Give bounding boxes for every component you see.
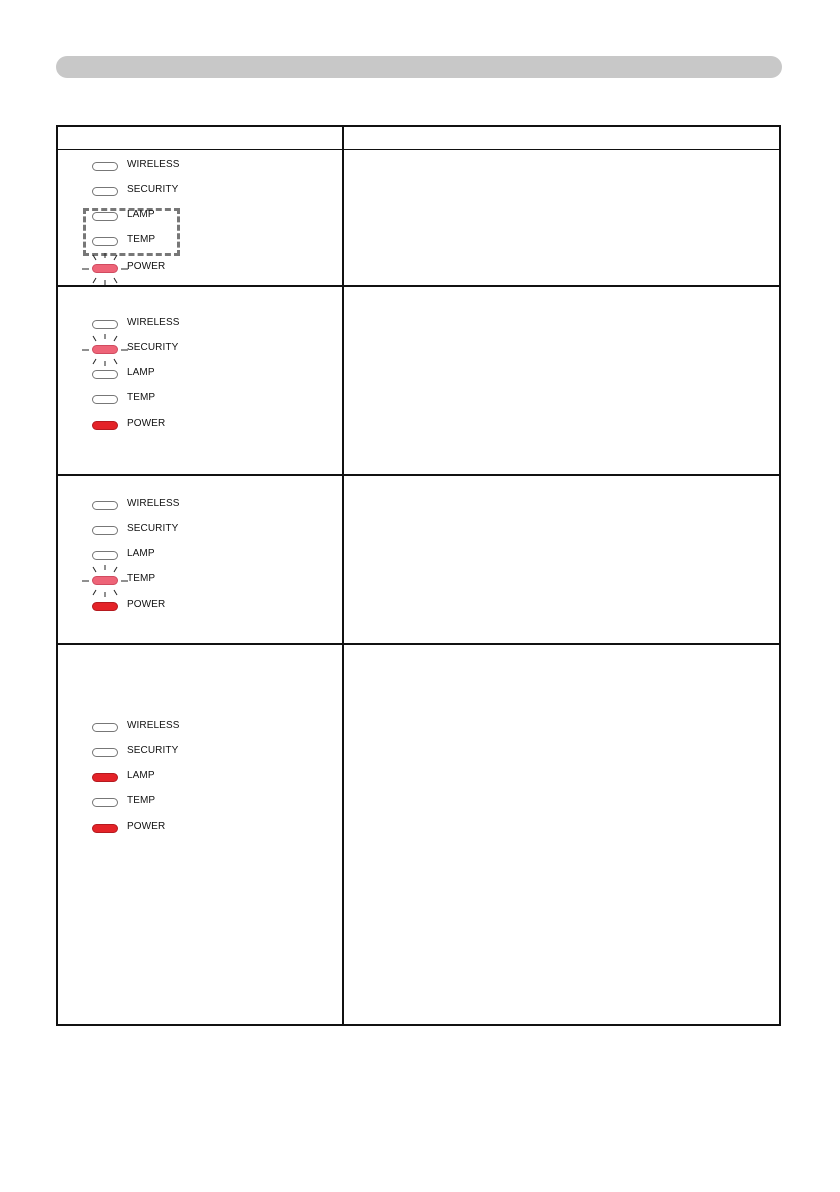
led-row-security [58, 182, 342, 202]
led-label: SECURITY [127, 184, 179, 195]
led-row-lamp [58, 768, 342, 788]
row-divider [58, 285, 779, 287]
led-label: TEMP [127, 234, 156, 245]
led-label: POWER [127, 821, 166, 832]
led-row-power [58, 416, 342, 436]
led-row-power [58, 819, 342, 839]
led-label: POWER [127, 261, 166, 272]
power-indicator-icon [92, 421, 118, 430]
led-label: TEMP [127, 392, 156, 403]
lamp-indicator-icon [92, 212, 118, 221]
column-divider [342, 127, 344, 1024]
temp-indicator-icon [92, 576, 118, 585]
led-row-power [58, 597, 342, 617]
led-row-security [58, 743, 342, 763]
led-label: LAMP [127, 367, 155, 378]
indicator-table [56, 125, 781, 1026]
lamp-indicator-icon [92, 773, 118, 782]
security-indicator-icon [92, 345, 118, 354]
security-indicator-icon [92, 748, 118, 757]
temp-indicator-icon [92, 237, 118, 246]
row-divider [58, 474, 779, 476]
wireless-indicator-icon [92, 320, 118, 329]
led-label: LAMP [127, 548, 155, 559]
led-row-lamp [58, 546, 342, 566]
led-row-wireless [58, 718, 342, 738]
led-label: WIRELESS [127, 159, 180, 170]
temp-indicator-icon [92, 798, 118, 807]
led-row-temp [58, 571, 342, 591]
led-label: POWER [127, 599, 166, 610]
led-label: LAMP [127, 770, 155, 781]
security-indicator-icon [92, 526, 118, 535]
power-indicator-icon [92, 602, 118, 611]
led-label: WIRELESS [127, 498, 180, 509]
led-label: SECURITY [127, 745, 179, 756]
led-label: WIRELESS [127, 720, 180, 731]
led-row-wireless [58, 157, 342, 177]
led-row-temp [58, 390, 342, 410]
led-label: SECURITY [127, 342, 179, 353]
led-row-temp [58, 793, 342, 813]
led-row-temp [58, 232, 342, 252]
row-divider [58, 643, 779, 645]
led-label: WIRELESS [127, 317, 180, 328]
led-label: POWER [127, 418, 166, 429]
lamp-indicator-icon [92, 370, 118, 379]
lamp-indicator-icon [92, 551, 118, 560]
led-row-security [58, 521, 342, 541]
wireless-indicator-icon [92, 723, 118, 732]
security-indicator-icon [92, 187, 118, 196]
led-row-lamp [58, 207, 342, 227]
led-row-security [58, 340, 342, 360]
header-row-divider [58, 149, 779, 150]
led-row-wireless [58, 315, 342, 335]
section-header-bar [56, 56, 782, 78]
power-indicator-icon [92, 824, 118, 833]
wireless-indicator-icon [92, 162, 118, 171]
led-row-power [58, 259, 342, 279]
wireless-indicator-icon [92, 501, 118, 510]
led-label: TEMP [127, 795, 156, 806]
led-label: LAMP [127, 209, 155, 220]
led-label: TEMP [127, 573, 156, 584]
power-indicator-icon [92, 264, 118, 273]
led-row-lamp [58, 365, 342, 385]
led-label: SECURITY [127, 523, 179, 534]
temp-indicator-icon [92, 395, 118, 404]
led-row-wireless [58, 496, 342, 516]
